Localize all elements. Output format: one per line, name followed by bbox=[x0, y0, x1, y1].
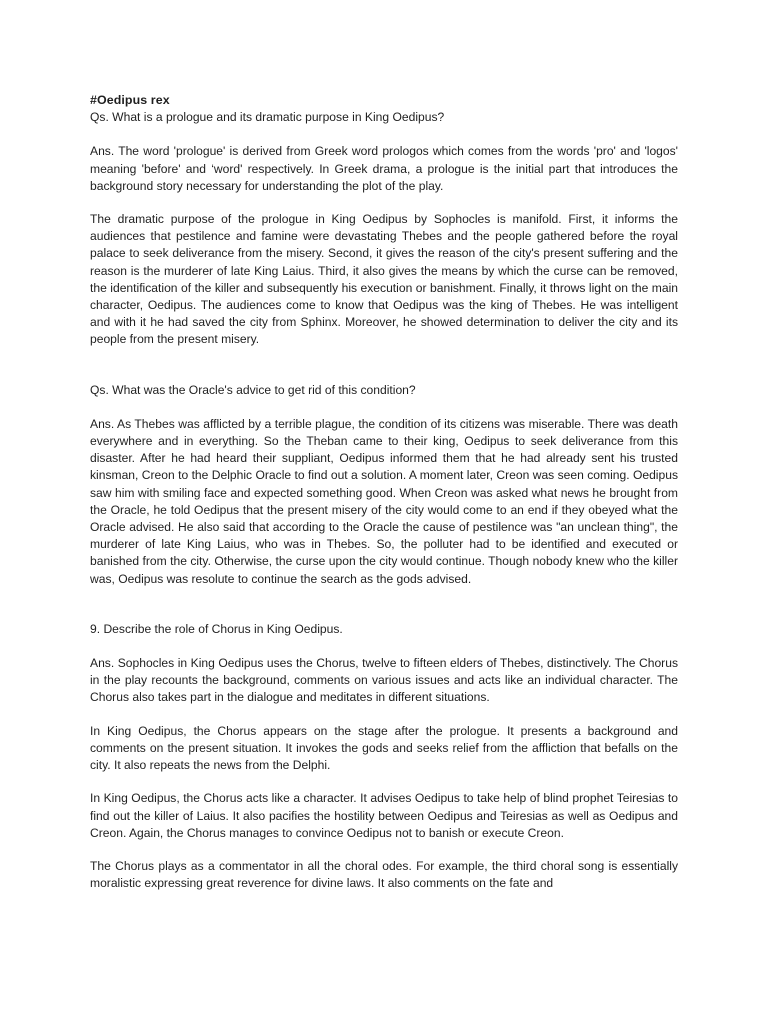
answer-1-paragraph-2: The dramatic purpose of the prologue in King Oedipus by Sophocles is manifold. First, it informs the audiences that pestilence and famine were devastating Thebes and the people gathered before the royal palace to seek deliverance from the misery. Second, it gives the reason of the city's present suffering and the reason is the murderer of late King Laius. Third, it also gives the means by which the curse can be removed, the identification of the killer and subsequently his execution or banishment. Finally, it throws light on the main character, Oedipus. The audiences come to know that Oedipus was the king of Thebes. He was intelligent and with it he had saved the city from Sphinx. Moreover, he showed determination to deliver the city and its people from the present misery. bbox=[90, 212, 678, 347]
answer-3-paragraph-1: Ans. Sophocles in King Oedipus uses the Chorus, twelve to fifteen elders of Thebes, distinctively. The Chorus in the play recounts the background, comments on various issues and acts like an individual character. The Chorus also takes part in the dialogue and meditates in different situations. bbox=[90, 656, 678, 705]
answer-2-paragraph-1: Ans. As Thebes was afflicted by a terrible plague, the condition of its citizens was miserable. There was death everywhere and in everything. So the Theban came to their king, Oedipus to seek deliverance from this disaster. After he had heard their suppliant, Oedipus informed them that he had already sent his trusted kinsman, Creon to the Delphic Oracle to find out a solution. A moment later, Creon was seen coming. Oedipus saw him with smiling face and expected something good. When Creon was asked what news he brought from the Oracle, he told Oedipus that the present misery of the city would come to an end if they obeyed what the Oracle advised. He also said that according to the Oracle the cause of pestilence was "an unclean thing", the murderer of late King Laius, who was in Thebes. So, the polluter had to be identified and executed or banished from the city. Otherwise, the curse upon the city would continue. Though nobody knew who the killer was, Oedipus was resolute to continue the search as the gods advised. bbox=[90, 416, 678, 586]
answer-3-paragraph-4: The Chorus plays as a commentator in all the choral odes. For example, the third choral song is essentially moralistic expressing great reverence for divine laws. It also comments on the fate and bbox=[90, 858, 678, 891]
document-title: #Oedipus rex bbox=[90, 93, 170, 107]
question-3: 9. Describe the role of Chorus in King Oedipus. bbox=[90, 621, 343, 636]
answer-1-paragraph-1: Ans. The word 'prologue' is derived from Greek word prologos which comes from the words 'pro' and 'logos' meaning 'before' and ‘word' respectively. In Greek drama, a prologue is the initial part that introduces the background story necessary for understanding the plot of the play. bbox=[90, 144, 678, 193]
question-2: Qs. What was the Oracle's advice to get rid of this condition? bbox=[90, 382, 416, 397]
question-1: Qs. What is a prologue and its dramatic purpose in King Oedipus? bbox=[90, 110, 445, 125]
document-page bbox=[90, 92, 678, 892]
answer-3-paragraph-3: In King Oedipus, the Chorus acts like a character. It advises Oedipus to take help of blind prophet Teiresias to find out the killer of Laius. It also pacifies the hostility between Oedipus and Teiresias as well as Oedipus and Creon. Again, the Chorus manages to convince Oedipus not to banish or execute Creon. bbox=[90, 791, 678, 840]
answer-3-paragraph-2: In King Oedipus, the Chorus appears on the stage after the prologue. It presents a background and comments on the present situation. It invokes the gods and seeks relief from the affliction that befalls on the city. It also repeats the news from the Delphi. bbox=[90, 723, 678, 773]
